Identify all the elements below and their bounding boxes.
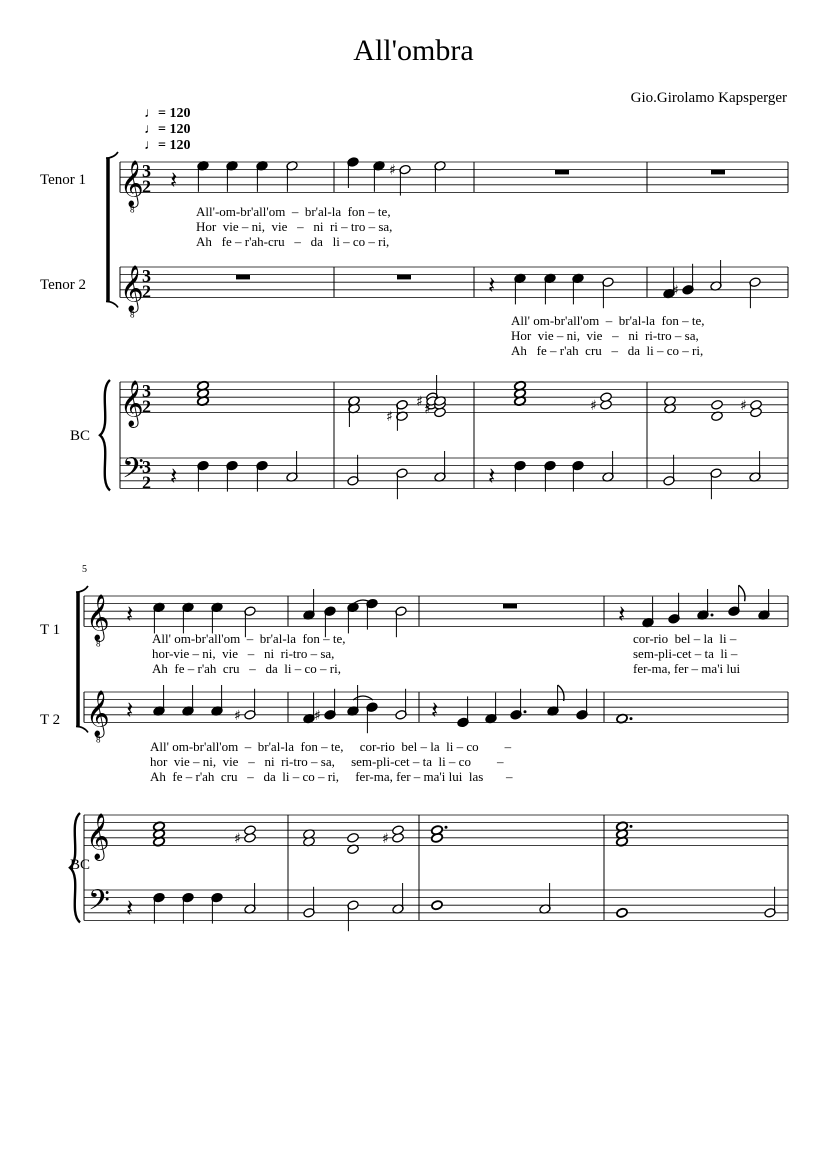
whole-rest xyxy=(503,604,517,609)
time-signature: 2 xyxy=(142,396,151,417)
quarter-rest: 𝄽 xyxy=(431,695,439,724)
part-name-tenor1: Tenor 1 xyxy=(40,172,87,188)
whole-rest xyxy=(397,275,411,280)
part-name-bc: BC xyxy=(70,428,91,444)
sharp-accidental: ♯ xyxy=(740,397,747,414)
part-name-tenor2: Tenor 2 xyxy=(40,277,87,293)
octave-mark: 8 xyxy=(130,204,135,215)
note-flag xyxy=(739,585,745,601)
time-signature: 2 xyxy=(142,281,151,302)
note-head xyxy=(431,900,443,911)
lyric-line: Ah fe – r'ah cru – da li – co – ri, fer-ma, fer – ma'i lui las – xyxy=(150,769,513,784)
sharp-accidental: ♯ xyxy=(234,707,241,724)
measure-number: 5 xyxy=(82,564,87,575)
time-signature: 2 xyxy=(142,176,151,197)
whole-rest xyxy=(236,275,250,280)
lyric-line: Ah fe – r'ah cru – da li – co – ri, xyxy=(511,343,704,358)
sharp-accidental: ♯ xyxy=(386,409,393,426)
treble-clef: 𝄞 xyxy=(120,380,144,427)
note-head xyxy=(616,907,628,918)
time-signature: 2 xyxy=(142,472,151,493)
time-signature: 3 xyxy=(142,161,151,182)
treble-clef: 𝄞 xyxy=(86,690,110,737)
sharp-accidental: ♯ xyxy=(416,394,423,410)
time-signature: 3 xyxy=(142,457,151,478)
sharp-accidental: ♯ xyxy=(424,401,431,418)
chord-note xyxy=(750,399,763,410)
dot xyxy=(524,710,527,713)
dot xyxy=(711,614,714,617)
sharp-accidental: ♯ xyxy=(382,830,389,847)
staff-bracket xyxy=(106,301,118,307)
score-title: All'ombra xyxy=(353,34,474,67)
treble-clef: 𝄞 xyxy=(120,160,144,207)
octave-mark: 8 xyxy=(96,734,101,745)
note-flag xyxy=(558,685,564,701)
chord-note xyxy=(244,825,257,836)
whole-rest xyxy=(555,170,569,175)
quarter-rest: 𝄽 xyxy=(618,599,626,628)
staff-brace xyxy=(100,380,110,490)
quarter-rest: 𝄽 xyxy=(170,165,178,194)
lyric-line: Hor vie – ni, vie – ni ri-tro – sa, xyxy=(511,328,699,343)
bass-clef: 𝄢 xyxy=(88,883,110,924)
tempo-mark: ♩= 120 xyxy=(144,122,191,137)
part-name-tenor2-short: T 2 xyxy=(40,712,61,728)
treble-clef: 𝄞 xyxy=(86,594,110,641)
lyric-line: sem-pli-cet – ta li – xyxy=(633,646,738,661)
octave-mark: 8 xyxy=(96,638,101,649)
lyric-line: All' om-br'all'om – br'al-la fon – te, cor-rio bel – la li – co – xyxy=(150,739,512,754)
sharp-accidental: ♯ xyxy=(314,707,321,724)
dot xyxy=(445,826,448,829)
quarter-rest: 𝄽 xyxy=(126,695,134,724)
part-name-bc-short: BC xyxy=(70,857,91,873)
sharp-accidental: ♯ xyxy=(389,162,396,179)
time-signature: 3 xyxy=(142,266,151,287)
sharp-accidental: ♯ xyxy=(590,397,597,414)
quarter-rest: 𝄽 xyxy=(488,270,496,299)
tempo-mark: ♩= 120 xyxy=(144,106,191,121)
lyric-line: All' om-br'all'om – br'al-la fon – te, xyxy=(152,631,346,646)
chord-note xyxy=(711,399,724,410)
lyric-line: Ah fe – r'ah cru – da li – co – ri, xyxy=(152,661,341,676)
lyric-line: All'-om-br'all'om – br'al-la fon – te, xyxy=(196,204,391,219)
tempo-mark: ♩= 120 xyxy=(144,138,191,153)
dot xyxy=(630,825,633,828)
lyric-line: Ah fe – r'ah-cru – da li – co – ri, xyxy=(196,234,390,249)
dot xyxy=(630,717,633,720)
quarter-rest: 𝄽 xyxy=(126,599,134,628)
lyric-line: All' om-br'all'om – br'al-la fon – te, xyxy=(511,313,705,328)
staff-bracket xyxy=(106,152,118,158)
treble-clef: 𝄞 xyxy=(120,265,144,312)
octave-mark: 8 xyxy=(130,309,135,320)
lyric-line: hor-vie – ni, vie – ni ri-tro – sa, xyxy=(152,646,335,661)
lyric-line: cor-rio bel – la li – xyxy=(633,631,737,646)
lyric-line: hor vie – ni, vie – ni ri-tro – sa, sem-pli-cet – ta li – co – xyxy=(150,754,504,769)
part-name-tenor1-short: T 1 xyxy=(40,622,61,638)
lyric-line: fer-ma, fer – ma'i lui xyxy=(633,661,741,676)
sharp-accidental: ♯ xyxy=(672,282,679,299)
treble-clef: 𝄞 xyxy=(86,813,110,860)
quarter-rest: 𝄽 xyxy=(488,461,496,490)
quarter-rest: 𝄽 xyxy=(126,893,134,922)
bass-clef: 𝄢 xyxy=(122,451,144,492)
composer: Gio.Girolamo Kapsperger xyxy=(630,90,787,106)
chord-note xyxy=(600,392,613,403)
staff-brace xyxy=(70,813,80,922)
quarter-rest: 𝄽 xyxy=(170,461,178,490)
whole-rest xyxy=(711,170,725,175)
time-signature: 3 xyxy=(142,381,151,402)
staff-bracket xyxy=(76,586,88,592)
lyric-line: Hor vie – ni, vie – ni ri – tro – sa, xyxy=(196,219,393,234)
chord-note xyxy=(347,832,360,843)
sharp-accidental: ♯ xyxy=(234,830,241,847)
chord-note xyxy=(392,825,405,836)
